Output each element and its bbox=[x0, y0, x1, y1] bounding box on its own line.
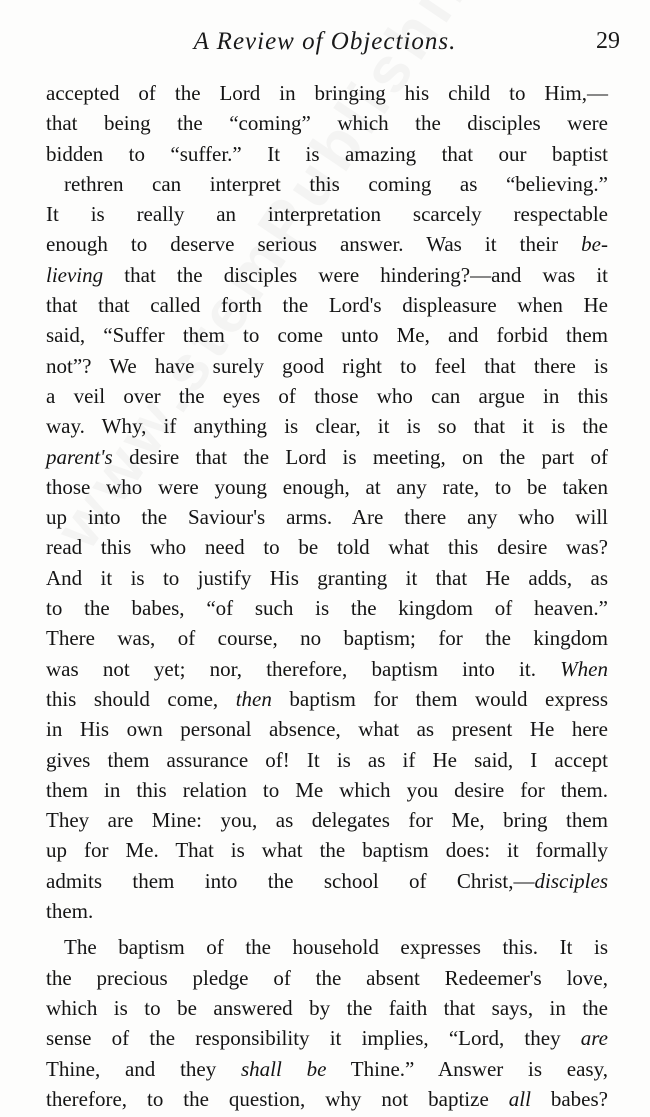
italic-text: parent's bbox=[46, 444, 113, 469]
italic-text: shall be bbox=[240, 1056, 327, 1081]
italic-text: disciples bbox=[534, 868, 608, 893]
text-line: the precious pledge of the absent Redeemer's love, bbox=[46, 965, 608, 990]
text-line: bidden to “suffer.” It is amazing that our baptist bbox=[46, 141, 608, 166]
text-line: There was, of course, no baptism; for the kingdom bbox=[46, 626, 608, 651]
italic-text: lieving bbox=[46, 262, 104, 287]
text-line: The baptism of the household expresses this. It is bbox=[64, 935, 608, 960]
page-number: 29 bbox=[596, 28, 620, 54]
italic-text: all bbox=[508, 1086, 531, 1111]
text-line: up for Me. That is what the baptism does: it formally bbox=[46, 838, 608, 863]
text-line: way. Why, if anything is clear, it is so that it is the bbox=[46, 414, 608, 439]
italic-text: are bbox=[580, 1026, 608, 1051]
text-line: in His own personal absence, what as present He here bbox=[46, 717, 608, 742]
text-line: that being the “coming” which the disciples were bbox=[46, 111, 608, 136]
running-title: A Review of Objections. bbox=[193, 28, 457, 55]
paragraph-2 bbox=[46, 932, 608, 1114]
text-line: rethren can interpret this coming as “believing.” bbox=[64, 171, 608, 196]
text-line: They are Mine: you, as delegates for Me, bring them bbox=[46, 808, 608, 833]
text-line: accepted of the Lord in bringing his child to Him,— bbox=[46, 81, 608, 105]
text-line: a veil over the eyes of those who can argue in this bbox=[46, 383, 608, 408]
text-line: sense of the responsibility it implies, “Lord, they are bbox=[46, 1026, 608, 1051]
text-line: enough to deserve serious answer. Was it their be- bbox=[46, 232, 608, 257]
text-line: lieving that the disciples were hindering?—and was it bbox=[46, 262, 608, 287]
text-line: Thine, and they shall be Thine.” Answer is easy, bbox=[46, 1056, 608, 1081]
italic-text: then bbox=[235, 686, 272, 711]
text-line: them in this relation to Me which you desire for them. bbox=[46, 777, 608, 802]
text-line: read this who need to be told what this desire was? bbox=[46, 535, 608, 560]
text-line: admits them into the school of Christ,—disciples bbox=[46, 868, 608, 893]
text-line: this should come, then baptism for them would express bbox=[46, 686, 609, 711]
text-line: that that called forth the Lord's displeasure when He bbox=[46, 293, 608, 318]
text-line: gives them assurance of! It is as if He said, I accept bbox=[46, 747, 608, 772]
page-header bbox=[0, 28, 650, 60]
italic-text: When bbox=[560, 656, 608, 681]
text-line: therefore, to the question, why not baptize all babes? bbox=[46, 1086, 608, 1111]
text-line: to the babes, “of such is the kingdom of heaven.” bbox=[46, 596, 608, 621]
text-line: those who were young enough, at any rate, to be taken bbox=[46, 474, 608, 499]
text-line: not”? We have surely good right to feel that there is bbox=[46, 353, 608, 378]
text-line: which is to be answered by the faith that says, in the bbox=[46, 995, 608, 1020]
body-text bbox=[46, 78, 608, 1114]
paragraph-1 bbox=[46, 78, 608, 926]
text-line: said, “Suffer them to come unto Me, and forbid them bbox=[46, 323, 608, 348]
text-line: up into the Saviour's arms. Are there any who will bbox=[46, 505, 608, 530]
text-line: It is really an interpretation scarcely respectable bbox=[46, 202, 608, 227]
text-line: was not yet; nor, therefore, baptism into it. When bbox=[46, 656, 608, 681]
text-line: And it is to justify His granting it that He adds, as bbox=[46, 565, 608, 590]
text-line: them. bbox=[46, 899, 94, 924]
italic-text: be- bbox=[581, 232, 608, 257]
text-line: parent's desire that the Lord is meeting, on the part of bbox=[46, 444, 608, 469]
